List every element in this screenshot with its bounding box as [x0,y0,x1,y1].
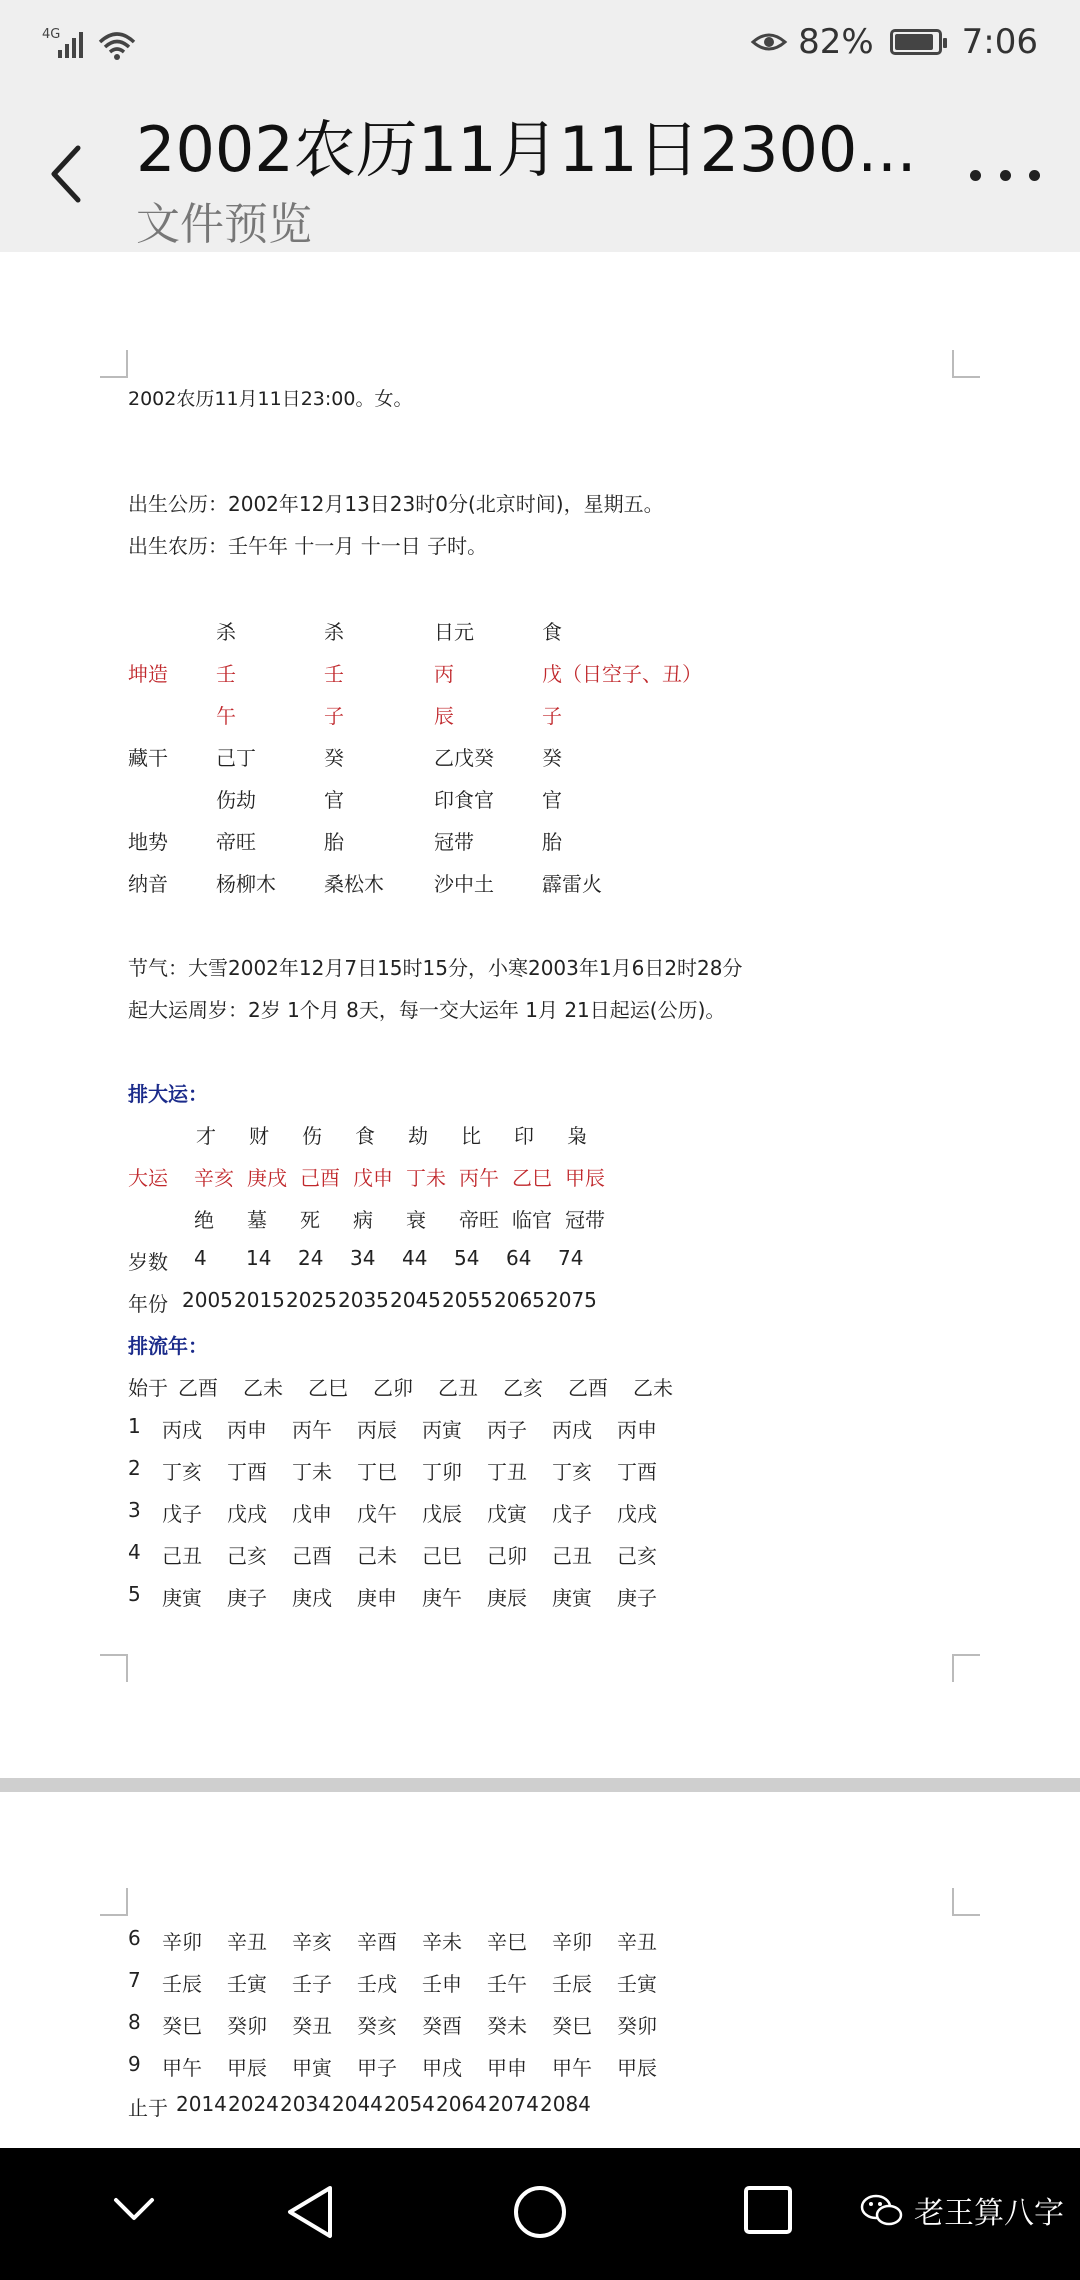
status-bar [0,0,1080,90]
shiyu-cell: 乙巳 [308,1376,348,1400]
dayun-state: 临官 [512,1208,552,1232]
dayun-pillar: 丁未 [406,1166,446,1190]
liunian-cell: 甲寅 [292,2056,332,2080]
stem-cell: 壬 [216,662,236,686]
stem-cell: 戊（日空子、丑） [542,662,702,686]
god-label: 杀 [324,620,344,644]
canggan-god-cell: 官 [324,788,344,812]
liunian-cell: 戊戌 [227,1502,267,1526]
nayin-cell: 霹雷火 [542,872,602,896]
liunian-cell: 己亥 [617,1544,657,1568]
liunian-title: 排流年： [128,1334,208,1358]
liunian-cell: 癸卯 [617,2014,657,2038]
status-left [42,24,152,64]
nianfen-cell-label: 年份 [128,1292,168,1316]
liunian-cell: 己丑 [162,1544,202,1568]
dayun-state: 死 [300,1208,320,1232]
liunian-row-number: 8 [128,2010,141,2034]
zhiyu-cell: 2074 [488,2092,539,2116]
nianfen-cell: 2055 [442,1288,493,1312]
dayun-pillar: 庚戌 [247,1166,287,1190]
dayun-pillar: 丙午 [459,1166,499,1190]
suishu-cell: 34 [350,1246,376,1270]
dayun-pillar: 甲辰 [565,1166,605,1190]
battery-percent: 82% [798,22,874,62]
liunian-cell: 壬午 [487,1972,527,1996]
liunian-cell: 庚子 [227,1586,267,1610]
liunian-cell: 癸酉 [422,2014,462,2038]
navigation-bar [0,2148,1080,2280]
wechat-icon [860,2192,904,2228]
watermark-text: 老王算八字 [914,2196,1064,2231]
nianfen-cell: 2025 [286,1288,337,1312]
page-subtitle: 文件预览 [136,199,312,250]
liunian-cell: 壬申 [422,1972,462,1996]
page-title: 2002农历11月11日2300... [136,113,917,186]
liunian-cell: 甲戌 [422,2056,462,2080]
liunian-cell: 辛巳 [487,1930,527,1954]
liunian-cell: 壬寅 [617,1972,657,1996]
liunian-cell: 丁亥 [162,1460,202,1484]
dishi-cell: 胎 [542,830,562,854]
zhiyu-cell: 2044 [332,2092,383,2116]
liunian-cell: 庚辰 [487,1586,527,1610]
dayun-state: 帝旺 [459,1208,499,1232]
liunian-row-number: 6 [128,1926,141,1950]
dishi-cell: 帝旺 [216,830,256,854]
status-right [750,22,1038,62]
dot-icon [970,170,981,181]
liunian-cell: 己卯 [487,1544,527,1568]
liunian-cell: 丙子 [487,1418,527,1442]
liunian-cell: 戊寅 [487,1502,527,1526]
jieqi-line: 节气：大雪2002年12月7日15时15分，小寒2003年1月6日2时28分 [128,956,743,980]
liunian-cell: 甲辰 [227,2056,267,2080]
dayun-god: 劫 [408,1124,428,1148]
liunian-cell: 辛丑 [227,1930,267,1954]
dayun-pillar: 辛亥 [194,1166,234,1190]
back-button[interactable] [40,134,92,214]
nianfen-cell: 2045 [390,1288,441,1312]
branch-cell: 午 [216,704,236,728]
liunian-cell: 丁亥 [552,1460,592,1484]
canggan-cell: 癸 [324,746,344,770]
liunian-cell: 辛亥 [292,1930,332,1954]
liunian-cell: 戊戌 [617,1502,657,1526]
liunian-cell: 辛未 [422,1930,462,1954]
liunian-cell: 戊辰 [422,1502,462,1526]
nayin-cell: 杨柳木 [216,872,276,896]
chevron-down-icon [112,2194,156,2224]
dayun-god: 比 [461,1124,481,1148]
zhiyu-cell: 2024 [228,2092,279,2116]
recents-nav-button[interactable] [742,2184,794,2240]
dot-icon [1029,170,1040,181]
liunian-cell: 壬子 [292,1972,332,1996]
canggan-label: 藏干 [128,746,168,770]
nayin-cell: 沙中土 [434,872,494,896]
square-recents-icon [742,2184,794,2236]
dayun-god: 财 [249,1124,269,1148]
page-corner-mark [952,350,980,378]
liunian-cell: 癸未 [487,2014,527,2038]
liunian-cell: 辛丑 [617,1930,657,1954]
page-corner-mark [952,1888,980,1916]
liunian-cell: 甲午 [162,2056,202,2080]
liunian-cell: 庚戌 [292,1586,332,1610]
zhiyu-cell: 2054 [384,2092,435,2116]
liunian-row-number: 9 [128,2052,141,2076]
dayun-god: 食 [355,1124,375,1148]
shiyu-cell: 乙酉 [178,1376,218,1400]
nayin-cell: 桑松木 [324,872,384,896]
liunian-cell: 壬戌 [357,1972,397,1996]
dishi-cell: 冠带 [434,830,474,854]
dayun-pillar: 戊申 [353,1166,393,1190]
liunian-cell: 庚申 [357,1586,397,1610]
branch-cell: 子 [542,704,562,728]
liunian-cell: 壬寅 [227,1972,267,1996]
liunian-cell: 癸巳 [162,2014,202,2038]
more-options-button[interactable] [970,160,1040,190]
liunian-cell: 丁卯 [422,1460,462,1484]
liunian-cell: 己酉 [292,1544,332,1568]
liunian-cell: 丙戌 [552,1418,592,1442]
liunian-cell: 辛酉 [357,1930,397,1954]
chevron-left-icon [48,144,84,204]
nianfen-cell: 2075 [546,1288,597,1312]
shiyu-cell: 乙亥 [503,1376,543,1400]
liunian-cell: 丙戌 [162,1418,202,1442]
suishu-cell: 74 [558,1246,584,1270]
liunian-cell: 戊申 [292,1502,332,1526]
liunian-cell: 丁巳 [357,1460,397,1484]
liunian-cell: 己亥 [227,1544,267,1568]
nianfen-cell: 2005 [182,1288,233,1312]
birth-lunar: 出生农历：壬午年 十一月 十一日 子时。 [128,534,488,558]
app-header [0,90,1080,252]
dayun-god: 才 [196,1124,216,1148]
page-corner-mark [100,1888,128,1916]
home-nav-button[interactable] [512,2184,568,2244]
nianfen-cell: 2065 [494,1288,545,1312]
suishu-cell: 24 [298,1246,324,1270]
liunian-cell: 癸巳 [552,2014,592,2038]
suishu-cell: 54 [454,1246,480,1270]
liunian-row-number: 2 [128,1456,141,1480]
kunzao-label: 坤造 [128,662,168,686]
stem-cell: 丙 [434,662,454,686]
page-divider [0,1778,1080,1792]
liunian-cell: 癸亥 [357,2014,397,2038]
watermark [860,2188,1064,2232]
shiyu-cell: 乙未 [633,1376,673,1400]
dayun-title: 排大运： [128,1082,208,1106]
doc-header-line: 2002农历11月11日23:00。女。 [128,388,413,410]
liunian-row-number: 4 [128,1540,141,1564]
shiyu-cell: 乙未 [243,1376,283,1400]
liunian-row-number: 5 [128,1582,141,1606]
canggan-cell: 己丁 [216,746,256,770]
triangle-back-icon [284,2184,336,2240]
liunian-cell: 庚寅 [162,1586,202,1610]
circle-home-icon [512,2184,568,2240]
birth-solar: 出生公历：2002年12月13日23时0分(北京时间)，星期五。 [128,492,664,516]
clock: 7:06 [961,22,1038,62]
god-label: 日元 [434,620,474,644]
dayun-state: 衰 [406,1208,426,1232]
zhiyu-cell: 2084 [540,2092,591,2116]
liunian-cell: 丁酉 [227,1460,267,1484]
shiyu-label: 始于 [128,1376,168,1400]
dayun-state: 绝 [194,1208,214,1232]
liunian-cell: 庚子 [617,1586,657,1610]
back-nav-button[interactable] [284,2184,336,2244]
liunian-cell: 庚寅 [552,1586,592,1610]
dot-icon [1000,170,1011,181]
page-corner-mark [100,1654,128,1682]
liunian-cell: 丙辰 [357,1418,397,1442]
liunian-cell: 癸卯 [227,2014,267,2038]
liunian-row-number: 7 [128,1968,141,1992]
dayun-state: 病 [353,1208,373,1232]
qiyun-line: 起大运周岁：2岁 1个月 8天，每一交大运年 1月 21日起运(公历)。 [128,998,726,1022]
liunian-cell: 丙申 [617,1418,657,1442]
suishu-cell: 44 [402,1246,428,1270]
liunian-cell: 己未 [357,1544,397,1568]
liunian-cell: 丁酉 [617,1460,657,1484]
liunian-cell: 丁丑 [487,1460,527,1484]
liunian-cell: 甲申 [487,2056,527,2080]
stem-cell: 壬 [324,662,344,686]
liunian-cell: 辛卯 [162,1930,202,1954]
eye-comfort-icon [750,27,788,57]
canggan-cell: 乙戊癸 [434,746,494,770]
liunian-row-number: 3 [128,1498,141,1522]
hide-nav-button[interactable] [112,2194,156,2228]
suishu-cell: 14 [246,1246,272,1270]
dayun-god: 枭 [567,1124,587,1148]
dayun-state: 冠带 [565,1208,605,1232]
page-corner-mark [952,1654,980,1682]
zhiyu-cell: 2014 [176,2092,227,2116]
liunian-cell: 甲午 [552,2056,592,2080]
zhiyu-cell: 2064 [436,2092,487,2116]
liunian-cell: 丙午 [292,1418,332,1442]
liunian-cell: 戊子 [552,1502,592,1526]
canggan-cell: 癸 [542,746,562,770]
liunian-cell: 戊子 [162,1502,202,1526]
document-preview[interactable] [0,252,1080,2148]
liunian-cell: 丙申 [227,1418,267,1442]
dayun-pillar: 己酉 [300,1166,340,1190]
branch-cell: 辰 [434,704,454,728]
liunian-cell: 甲子 [357,2056,397,2080]
shiyu-cell: 乙丑 [438,1376,478,1400]
canggan-god-cell: 伤劫 [216,788,256,812]
god-label: 杀 [216,620,236,644]
dayun-god: 伤 [302,1124,322,1148]
dayun-pillar: 乙巳 [512,1166,552,1190]
shiyu-cell: 乙卯 [373,1376,413,1400]
liunian-cell: 甲辰 [617,2056,657,2080]
liunian-cell: 辛卯 [552,1930,592,1954]
network-label: 4G [42,27,61,42]
signal-wifi-icon [42,24,152,64]
suishu-cell: 4 [194,1246,207,1270]
canggan-god-cell: 官 [542,788,562,812]
liunian-cell: 丙寅 [422,1418,462,1442]
dayun-pillar-label: 大运 [128,1166,168,1190]
god-label: 食 [542,620,562,644]
nianfen-cell: 2035 [338,1288,389,1312]
suishu-cell-label: 岁数 [128,1250,168,1274]
battery-icon [890,29,942,55]
liunian-row-number: 1 [128,1414,141,1438]
liunian-cell: 癸丑 [292,2014,332,2038]
liunian-cell: 庚午 [422,1586,462,1610]
branch-cell: 子 [324,704,344,728]
zhiyu-cell: 2034 [280,2092,331,2116]
dishi-label: 地势 [128,830,168,854]
canggan-god-cell: 印食官 [434,788,494,812]
nayin-label: 纳音 [128,872,168,896]
liunian-cell: 壬辰 [552,1972,592,1996]
nianfen-cell: 2015 [234,1288,285,1312]
liunian-cell: 己巳 [422,1544,462,1568]
liunian-cell: 己丑 [552,1544,592,1568]
shiyu-cell: 乙酉 [568,1376,608,1400]
dayun-god: 印 [514,1124,534,1148]
suishu-cell: 64 [506,1246,532,1270]
liunian-cell: 壬辰 [162,1972,202,1996]
zhiyu-label: 止于 [128,2096,168,2120]
dayun-state: 墓 [247,1208,267,1232]
dishi-cell: 胎 [324,830,344,854]
liunian-cell: 戊午 [357,1502,397,1526]
liunian-cell: 丁未 [292,1460,332,1484]
page-corner-mark [100,350,128,378]
